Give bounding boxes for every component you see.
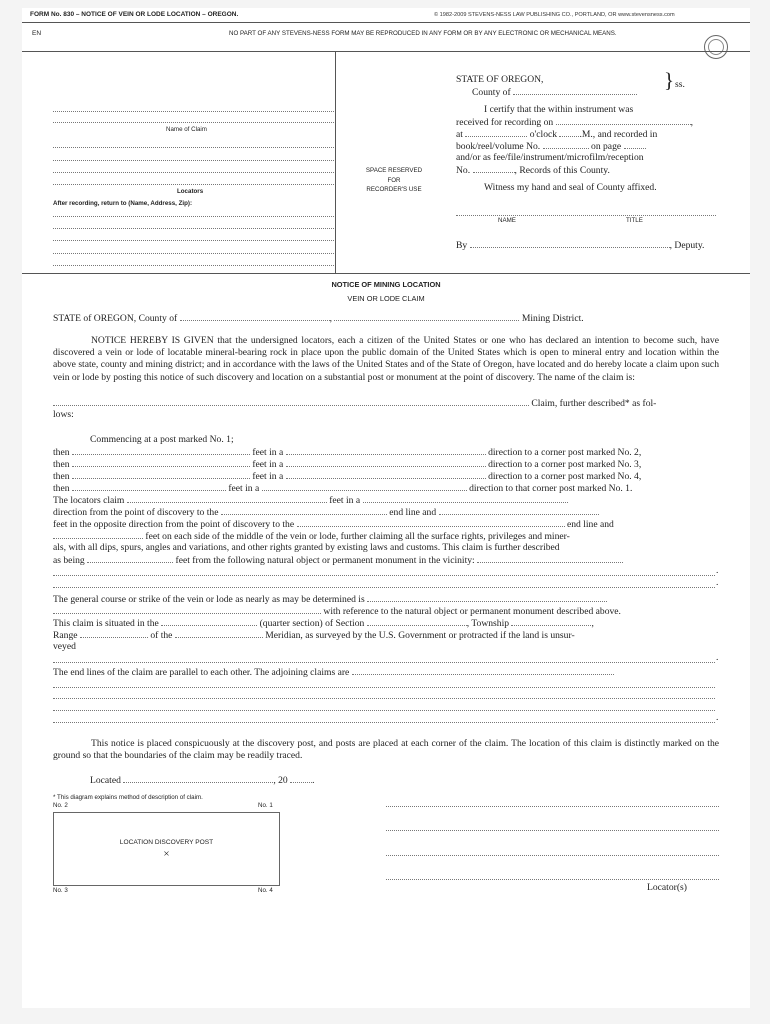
- notice-paragraph: NOTICE HEREBY IS GIVEN that the undersigned locators, each a citizen of the United States or one who has declared an intention to become such, have discovered a vein or lode of locatable mineral-bearing rock in place upon the public domain of the United States which is open to mineral entry and location within the above state, county and mining district; and in accordance with the laws of the United States and of the State of Oregon, have located and do hereby locate a claim upon such vein or lode by posting this notice of such discovery and location on a substantial post or monument at the point of discovery. The name of the claim is:: [53, 335, 719, 383]
- as-being-line: as being feet from the following natural object or permanent monument in the vicinity:: [53, 554, 719, 567]
- each-side-line: feet on each side of the middle of the vein or lode, further claiming all the surface rights, privileges and miner-: [53, 530, 719, 543]
- recorder-box: [335, 166, 453, 195]
- direction-from-line: direction from the point of discovery to the end line and: [53, 506, 719, 519]
- recorder-line-1: SPACE RESERVED: [365, 167, 423, 174]
- cert-witness: Witness my hand and seal of County affixed.: [484, 182, 657, 193]
- veyed-line: veyed: [53, 641, 76, 652]
- locators-label: Locators: [177, 188, 204, 195]
- signature-line-3: [386, 855, 719, 856]
- frame-divider: [335, 51, 336, 273]
- cert-p3: at o'clock .M., and recorded in: [456, 129, 658, 140]
- als-line: als, with all dips, spurs, angles and variations, and other rights granted by existing laws and customs. This claim is further described: [53, 542, 560, 553]
- cert-p5: and/or as fee/file/instrument/microfilm/reception: [456, 152, 644, 163]
- recorder-line-2: FOR: [387, 176, 401, 184]
- cert-by: By , Deputy.: [456, 240, 705, 251]
- cert-ss: ss.: [675, 79, 685, 90]
- cert-p6: No. , Records of this County.: [456, 165, 610, 176]
- situated-line: This claim is situated in the (quarter section) of Section , Township ,: [53, 618, 594, 629]
- brace: }: [664, 68, 675, 92]
- then-line-2: then feet in a direction to a corner post marked No. 2,: [53, 447, 642, 458]
- name-of-claim-label: Name of Claim: [166, 126, 207, 133]
- form-page: FORM No. 830 – NOTICE OF VEIN OR LODE LOCATION – OREGON. © 1982-2009 STEVENS-NESS LAW PUBLISHING CO., PORTLAND, OR www.stevensness.com EN NO PART OF ANY STEVENS-NESS FORM MAY BE REPRODUCED IN ANY FORM OR BY ANY ELECTRONIC OR MECHANICAL MEANS. Name of Claim Locators After recording, return to (Name, Address, Zip): SPACE RESERVED FOR RECORDER'S USE STATE OF OREGON, County of } ss. I certify that the within instrument was received for recording on , at o'clock .M., and recorded in book/reel/volume No. on page and/or as fee/file/instrument/microfilm/reception No. , Records of this County. Witness my hand and seal of County affixed. NAME TITLE By , Deputy. NOTICE OF MINING LOCATION VEIN OR LODE CLAIM STATE of OREGON, County of , Mining District. NOTICE HEREBY IS GIVEN that the undersigned locators, each a citizen of the United States or one who has declared an intention to become such, have discovered a vein or lode of locatable mineral-bearing rock in place upon the public domain of the United States which is open to mineral entry and location within the above state, county and mining district; and in accordance with the laws of the United States and of the State of Oregon, have located and do hereby locate a claim upon such vein or lode by posting this notice of such discovery and location on a substantial post or monument at the point of discovery. The name of the claim is: Claim, further described* as fol- lows: Commencing at a post marked No. 1; then feet in a direction to a corner post marked No. 2, then feet in a direction to a corner post marked No. 3, then feet in a direction to a corner post marked No. 4, then feet in a direction to that corner post marked No. 1. The locators claim feet in a direction from the point of discovery to the end line and feet in the opposite direction from the point of discovery to the end line and feet on each side of the middle of the vein or lode, further claiming all the surface rights, privileges and miner- als, with all dips, spurs, angles and variations, and other rights granted by existing laws and customs. This claim is further described as being feet from the following natural object or permanent monument in the vicinity: . . The general course or strike of the vein or lode as nearly as may be determined is with reference to the natural object or permanent monument described above. This claim is situated in the (quarter section) of Section , Township , Range of the Meridian, as surveyed by the U.S. Government or protracted if the land is unsur- veyed . The end lines of the claim are parallel to each other. The adjoining claims are . This notice is placed conspicuously at the discovery post, and posts are placed at each corner of the claim. The location of this claim is distinctly marked on the ground so that the boundaries of the claim may be readily traced. Located , 20 . * This diagram explains method of description of claim. No. 2 No. 1 LOCATION DISCOVERY POST × No. 3 No. 4 Locator(s): [22, 8, 750, 1008]
- diagram-note: * This diagram explains method of description of claim.: [53, 794, 203, 801]
- cert-state: STATE OF OREGON,: [456, 74, 544, 85]
- cert-p4: book/reel/volume No. on page: [456, 140, 646, 153]
- then-line-1: then feet in a direction to that corner post marked No. 1.: [53, 483, 633, 494]
- signature-line-1: [386, 806, 719, 807]
- discovery-post-label: LOCATION DISCOVERY POST: [119, 839, 214, 846]
- lows-line: lows:: [53, 409, 74, 420]
- corner-no4: No. 4: [258, 887, 273, 894]
- opposite-direction-line: feet in the opposite direction from the point of discovery to the end line and: [53, 519, 614, 530]
- recorder-line-3: RECORDER'S USE: [366, 186, 422, 194]
- form-title: FORM No. 830 – NOTICE OF VEIN OR LODE LOCATION – OREGON.: [30, 11, 239, 18]
- form-code: EN: [32, 30, 42, 37]
- range-line: Range of the Meridian, as surveyed by the U.S. Government or protracted if the land is unsur-: [53, 630, 575, 641]
- end-lines-line: The end lines of the claim are parallel to each other. The adjoining claims are: [53, 666, 719, 679]
- copyright: © 1982-2009 STEVENS-NESS LAW PUBLISHING CO., PORTLAND, OR www.stevensness.com: [434, 12, 675, 18]
- reference-line: with reference to the natural object or permanent monument described above.: [53, 605, 719, 618]
- general-course-line: The general course or strike of the vein or lode as nearly as may be determined is: [53, 593, 719, 606]
- cert-p1: I certify that the within instrument was: [484, 104, 634, 115]
- discovery-post-icon: ×: [163, 848, 170, 860]
- cert-county: County of: [472, 86, 637, 99]
- locators-signature-label: Locator(s): [647, 882, 687, 893]
- then-line-4: then feet in a direction to a corner post marked No. 4,: [53, 471, 642, 482]
- cert-title-label: TITLE: [626, 217, 643, 224]
- reproduction-notice: NO PART OF ANY STEVENS-NESS FORM MAY BE REPRODUCED IN ANY FORM OR BY ANY ELECTRONIC OR MECHANICAL MEANS.: [229, 30, 617, 37]
- seal-icon: [704, 35, 728, 59]
- header-rule: [22, 22, 750, 23]
- cert-p2: received for recording on ,: [456, 117, 694, 128]
- signature-line-2: [386, 830, 719, 831]
- corner-no3: No. 3: [53, 887, 68, 894]
- return-to-label: After recording, return to (Name, Address, Zip):: [53, 200, 193, 207]
- then-line-3: then feet in a direction to a corner post marked No. 3,: [53, 459, 642, 470]
- corner-no2: No. 2: [53, 802, 68, 809]
- posted-paragraph: This notice is placed conspicuously at the discovery post, and posts are placed at each corner of the claim. The location of this claim is distinctly marked on the ground so that the boundaries of the claim may be readily traced.: [53, 738, 719, 762]
- located-line: Located , 20 .: [90, 775, 315, 786]
- frame-bottom: [22, 273, 750, 274]
- frame-top: [22, 51, 750, 52]
- claim-name-line: Claim, further described* as fol-: [53, 397, 719, 410]
- commencing: Commencing at a post marked No. 1;: [90, 434, 234, 445]
- notice-title: NOTICE OF MINING LOCATION: [331, 280, 441, 289]
- locators-claim-line: The locators claim feet in a: [53, 494, 719, 507]
- cert-name-label: NAME: [498, 217, 516, 224]
- corner-no1: No. 1: [258, 802, 273, 809]
- state-county-line: STATE of OREGON, County of , Mining District.: [53, 313, 584, 324]
- signature-line-4: [386, 879, 719, 880]
- notice-subtitle: VEIN OR LODE CLAIM: [347, 294, 425, 303]
- claim-diagram: [53, 812, 280, 886]
